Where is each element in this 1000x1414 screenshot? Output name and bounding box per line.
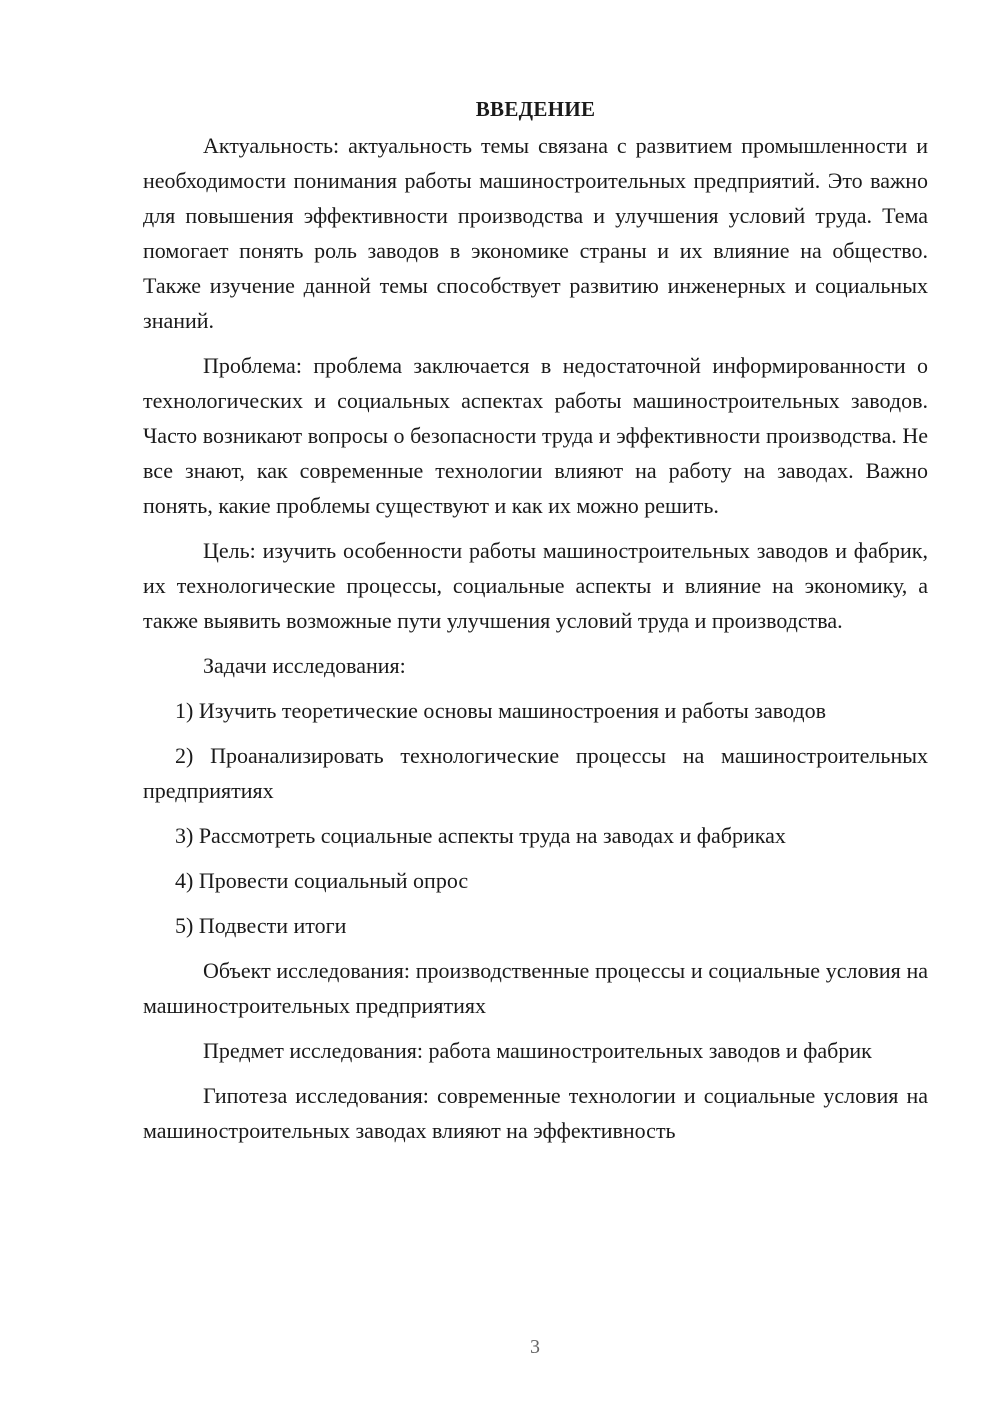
- tasks-title: Задачи исследования:: [203, 653, 406, 678]
- hypothesis-paragraph: Гипотеза исследования: современные технологии и социальные условия на машиностроительных заводах влияют на эффективность: [143, 1083, 928, 1143]
- page-body: [143, 92, 928, 1158]
- task-item-1: 1) Изучить теоретические основы машиностроения и работы заводов: [175, 698, 826, 723]
- goal-paragraph: Цель: изучить особенности работы машиностроительных заводов и фабрик, их технологические процессы, социальные аспекты и влияние на экономику, а также выявить возможные пути улучшения условий труда и производства.: [143, 538, 928, 633]
- relevance-paragraph: Актуальность: актуальность темы связана с развитием промышленности и необходимости понимания работы машиностроительных предприятий. Это важно для повышения эффективности производства и улучшения условий труда. Тема помогает понять роль заводов в экономике страны и их влияние на общество. Также изучение данной темы способствует развитию инженерных и социальных знаний.: [143, 133, 928, 333]
- task-item-3: 3) Рассмотреть социальные аспекты труда на заводах и фабриках: [175, 823, 786, 848]
- problem-paragraph: Проблема: проблема заключается в недостаточной информированности о технологических и социальных аспектах работы машиностроительных заводов. Часто возникают вопросы о безопасности труда и эффективности производства. Не все знают, как современные технологии влияют на работу на заводах. Важно понять, какие проблемы существуют и как их можно решить.: [143, 353, 928, 518]
- task-item-4: 4) Провести социальный опрос: [175, 868, 469, 893]
- object-paragraph: Объект исследования: производственные процессы и социальные условия на машиностроительных предприятиях: [143, 958, 928, 1018]
- subject-paragraph: Предмет исследования: работа машиностроительных заводов и фабрик: [203, 1038, 872, 1063]
- task-item-2: 2) Проанализировать технологические процессы на машиностроительных предприятиях: [143, 743, 928, 803]
- section-heading: ВВЕДЕНИЕ: [475, 97, 596, 121]
- task-item-5: 5) Подвести итоги: [175, 913, 347, 938]
- page-number: 3: [530, 1336, 540, 1358]
